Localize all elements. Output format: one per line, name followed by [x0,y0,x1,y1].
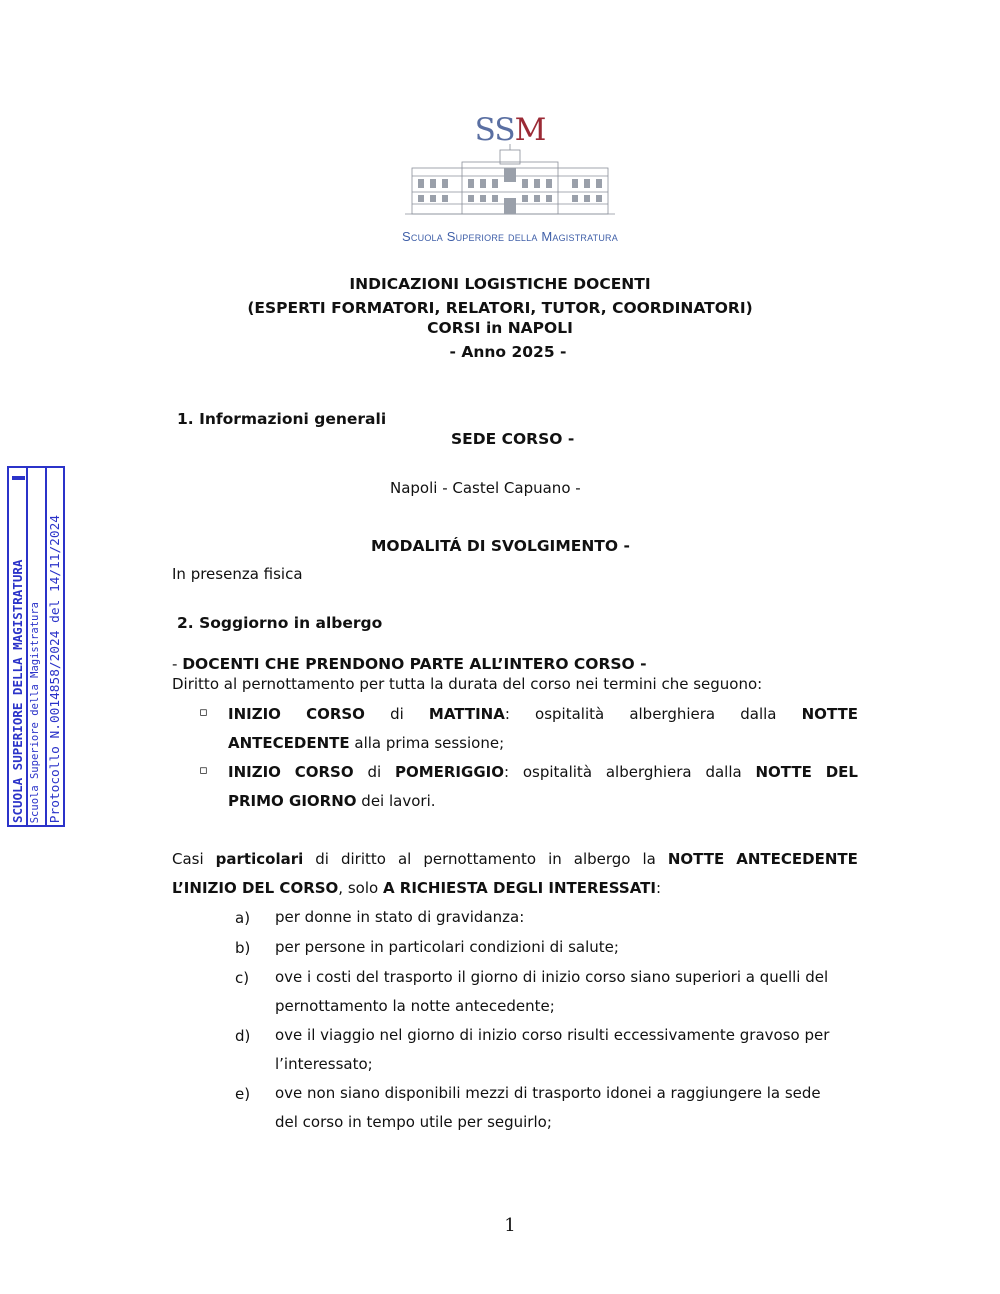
list-marker: a) [235,909,251,927]
modalita-label: MODALITÁ DI SVOLGIMENTO - [371,537,630,555]
section1-heading: 1. Informazioni generali [177,410,387,428]
palace-illustration [400,110,620,230]
protocol-stamp [7,466,65,827]
section2-heading: 2. Soggiorno in albergo [177,614,383,632]
casi-line2: L’INIZIO DEL CORSO, solo A RICHIESTA DEGLI INTERESSATI: [172,879,662,897]
docenti-intro: Diritto al pernottamento per tutta la durata del corso nei termini che seguono: [172,675,763,693]
modalita-value: In presenza fisica [172,565,303,583]
list-item: ove non siano disponibili mezzi di trasporto idonei a raggiungere la sede del corso in tempo utile per seguirlo; [275,1084,821,1131]
logo-caption: Scuola Superiore della Magistratura [402,229,618,244]
list-item: ove i costi del trasporto il giorno di inizio corso siano superiori a quelli del pernottamento la notte antecedente; [275,968,829,1015]
bullet1-line1: INIZIO CORSO di MATTINA: ospitalità alberghiera dalla NOTTE [228,705,858,723]
list-item: per donne in stato di gravidanza: [275,908,525,926]
logo-letters: SSM [474,112,546,148]
page-number: 1 [504,1215,516,1236]
bullet1-line2: ANTECEDENTE alla prima sessione; [228,734,505,752]
list-marker: c) [235,969,250,987]
sede-value: Napoli - Castel Capuano - [390,479,581,497]
bullet2-line2: PRIMO GIORNO dei lavori. [228,792,436,810]
sede-label: SEDE CORSO - [451,430,575,448]
list-marker: e) [235,1085,251,1103]
doc-location: CORSI in NAPOLI [427,319,573,337]
bullet-icon: ▫ [199,705,208,720]
bullet2-line1: INIZIO CORSO di POMERIGGIO: ospitalità alberghiera dalla NOTTE DEL [228,763,858,781]
list-marker: d) [235,1027,251,1045]
stamp-mark [12,476,25,480]
doc-subtitle: (ESPERTI FORMATORI, RELATORI, TUTOR, COORDINATORI) [247,299,753,317]
casi-line1: Casi particolari di diritto al pernottamento in albergo la NOTTE ANTECEDENTE [172,850,858,868]
list-item: ove il viaggio nel giorno di inizio corso risulti eccessivamente gravoso per l’interessato; [275,1026,830,1073]
stamp-school-name: SCUOLA SUPERIORE DELLA MAGISTRATURA [10,559,25,823]
doc-title: INDICAZIONI LOGISTICHE DOCENTI [349,275,651,293]
list-item: per persone in particolari condizioni di salute; [275,938,619,956]
doc-year: - Anno 2025 - [449,343,567,361]
list-marker: b) [235,939,251,957]
ssm-logo [400,110,620,250]
docenti-line: - DOCENTI CHE PRENDONO PARTE ALL’INTERO CORSO - [172,655,647,673]
stamp-school-subname: Scuola Superiore della Magistratura [29,601,41,823]
bullet-icon: ▫ [199,763,208,778]
stamp-protocol-number: Protocollo N.0014858/2024 del 14/11/2024 [48,514,63,823]
